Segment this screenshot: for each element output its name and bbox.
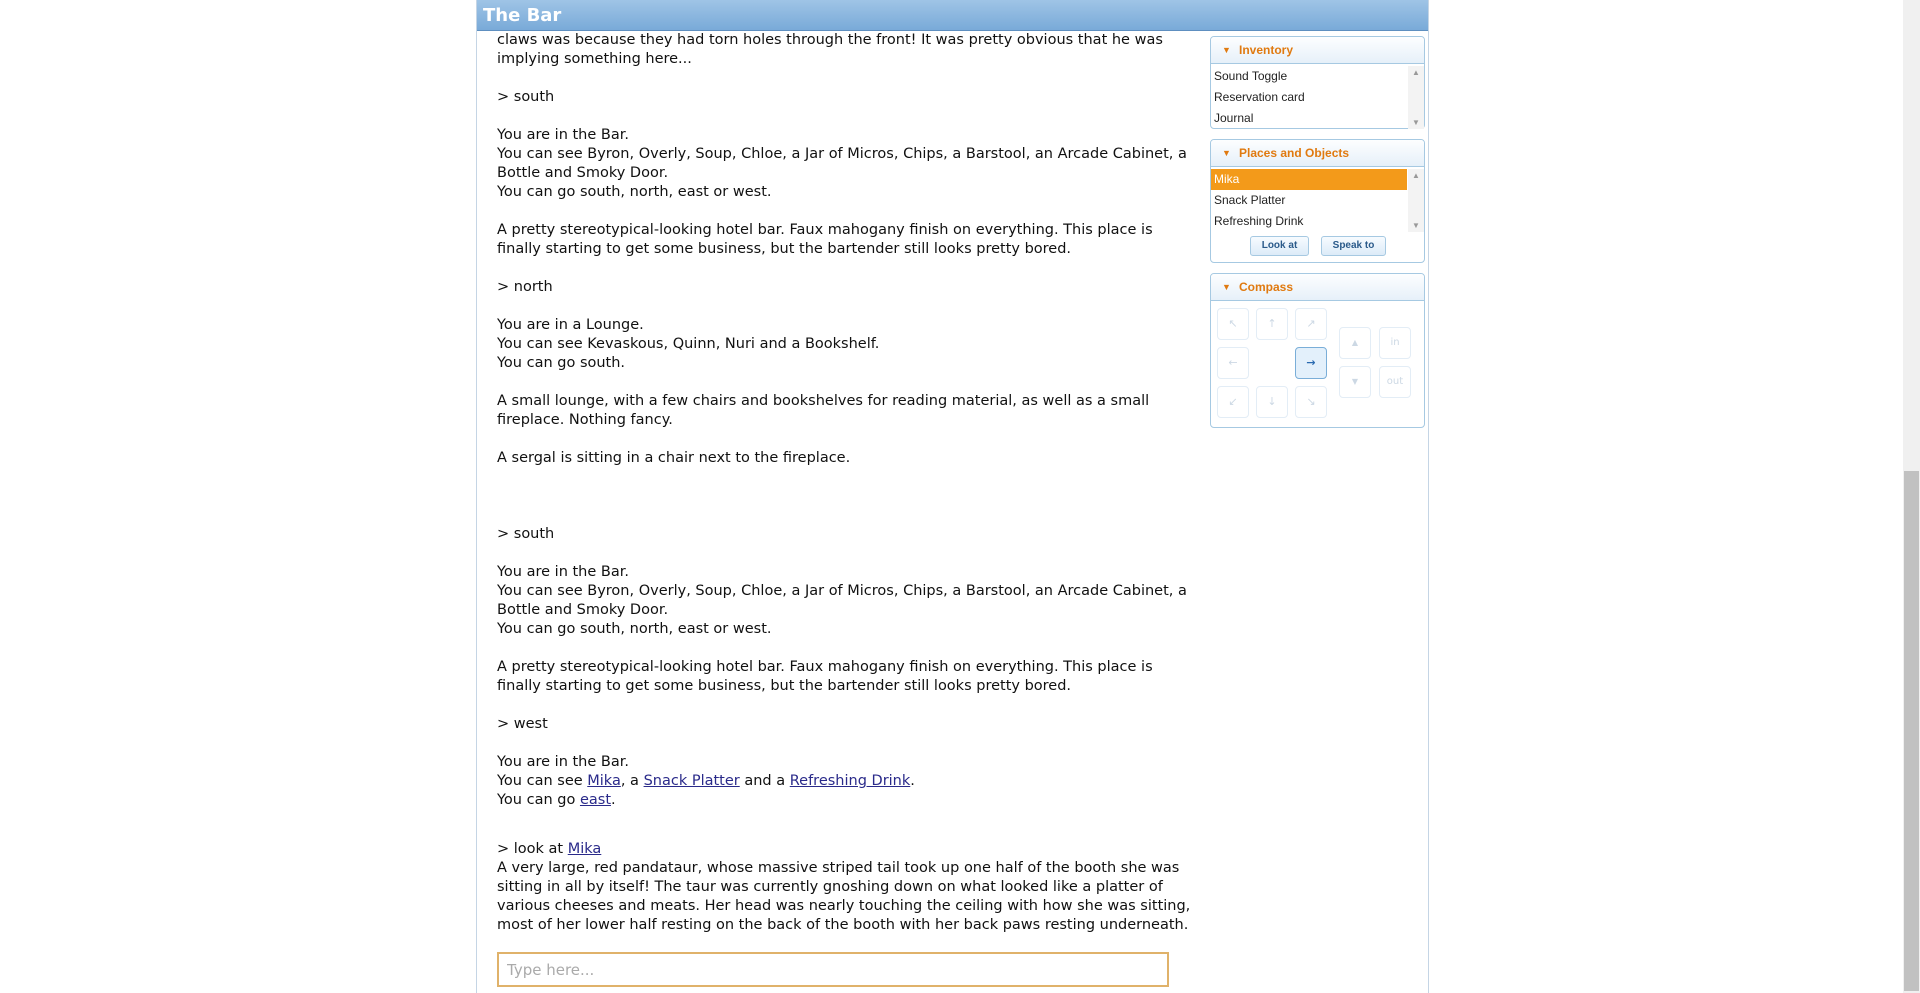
object-link-mika[interactable]: Mika (587, 773, 621, 789)
west-arrow-icon[interactable]: ← (1217, 347, 1249, 379)
collapse-triangle-icon: ▼ (1222, 148, 1231, 158)
room-objects-line: You can see Mika, a Snack Platter and a Refreshing Drink. (497, 773, 915, 789)
places-objects-title: Places and Objects (1239, 146, 1350, 160)
inventory-list (1211, 66, 1424, 129)
inventory-title: Inventory (1239, 43, 1294, 57)
collapse-triangle-icon: ▼ (1222, 282, 1231, 292)
compass-panel (1210, 273, 1425, 428)
northwest-arrow-icon[interactable]: ↖ (1217, 308, 1249, 340)
game-window (476, 0, 1429, 993)
command-echo: > south (497, 89, 555, 105)
scroll-up-icon[interactable]: ▲ (1412, 68, 1420, 77)
inventory-item[interactable]: Journal (1214, 111, 1254, 125)
room-description: A small lounge, with a few chairs and bookshelves for reading material, as well as a small fireplace. Nothing fancy. (497, 393, 1150, 428)
inventory-item[interactable]: Reservation card (1214, 90, 1305, 104)
command-echo: > west (497, 716, 548, 732)
speak-to-button[interactable]: Speak to (1321, 236, 1386, 256)
object-description: A very large, red pandataur, whose massive striped tail took up one half of the booth she was sitting in all by itself! The taur was currently gnoshing down on what looked like a platter of various cheeses and meats. Her head was nearly touching the ceiling with how she was sitting, most of her lower half resting on the back of the booth with her back paws resting underneath. (497, 860, 1191, 933)
object-link-mika[interactable]: Mika (567, 841, 602, 857)
in-button[interactable]: in (1379, 327, 1411, 359)
room-description: A pretty stereotypical-looking hotel bar. Faux mahogany finish on everything. This place is finally starting to get some business, but the bartender still looks pretty bored. (497, 222, 1153, 257)
room-summary (497, 126, 1197, 202)
command-input[interactable] (499, 954, 1167, 985)
north-arrow-icon[interactable]: ↑ (1256, 308, 1288, 340)
room-exits-line: You can go east. (497, 792, 616, 808)
northeast-arrow-icon[interactable]: ↗ (1295, 308, 1327, 340)
down-arrow-icon[interactable]: ▼ (1339, 366, 1371, 398)
room-line: You are in a Lounge. (497, 317, 644, 333)
east-arrow-icon[interactable]: → (1295, 347, 1327, 379)
look-at-button[interactable]: Look at (1250, 236, 1309, 256)
room-exits-line: You can go south, north, east or west. (497, 184, 772, 200)
page-scrollbar-thumb[interactable] (1904, 471, 1919, 991)
room-objects-line: You can see Byron, Overly, Soup, Chloe, a Jar of Micros, Chips, a Barstool, an Arcade Cabinet, a Bottle and Smoky Door. (497, 583, 1187, 618)
southwest-arrow-icon[interactable]: ↙ (1217, 386, 1249, 418)
command-echo: > north (497, 279, 553, 295)
scroll-down-icon[interactable]: ▼ (1412, 118, 1420, 127)
room-line: You are in the Bar. (497, 127, 629, 143)
out-button[interactable]: out (1379, 366, 1411, 398)
room-summary (497, 316, 1197, 373)
object-link-snack-platter[interactable]: Snack Platter (643, 773, 740, 789)
output-text: A sergal is sitting in a chair next to the fireplace. (497, 450, 851, 466)
room-line: You are in the Bar. (497, 754, 629, 770)
places-item-selected[interactable]: Mika (1211, 169, 1407, 190)
scroll-up-icon[interactable]: ▲ (1412, 171, 1420, 180)
places-objects-panel (1210, 139, 1425, 263)
south-arrow-icon[interactable]: ↓ (1256, 386, 1288, 418)
object-link-refreshing-drink[interactable]: Refreshing Drink (789, 773, 911, 789)
page-scrollbar[interactable] (1903, 0, 1920, 993)
game-output (497, 31, 1197, 954)
places-objects-list (1211, 169, 1424, 232)
compass-title: Compass (1239, 280, 1294, 294)
location-title: The Bar (483, 5, 562, 26)
room-line: You are in the Bar. (497, 564, 629, 580)
room-description: A pretty stereotypical-looking hotel bar. Faux mahogany finish on everything. This place is finally starting to get some business, but the bartender still looks pretty bored. (497, 659, 1153, 694)
compass-header[interactable] (1211, 274, 1424, 301)
look-result (497, 840, 1197, 935)
list-scrollbar[interactable] (1408, 169, 1424, 232)
command-box (497, 952, 1169, 987)
list-scrollbar[interactable] (1408, 66, 1424, 129)
location-title-bar (477, 0, 1428, 31)
exit-link-east[interactable]: east (579, 792, 611, 808)
command-echo: > south (497, 526, 555, 542)
room-summary (497, 563, 1197, 639)
room-summary (497, 753, 1197, 810)
places-objects-header[interactable] (1211, 140, 1424, 167)
command-echo: > look at Mika (497, 841, 602, 857)
up-arrow-icon[interactable]: ▲ (1339, 327, 1371, 359)
inventory-panel (1210, 36, 1425, 129)
scroll-down-icon[interactable]: ▼ (1412, 221, 1420, 230)
output-text: claws was because they had torn holes through the front! It was pretty obvious that he was implying something here... (497, 32, 1163, 67)
inventory-header[interactable] (1211, 37, 1424, 64)
room-objects-line: You can see Kevaskous, Quinn, Nuri and a Bookshelf. (497, 336, 880, 352)
southeast-arrow-icon[interactable]: ↘ (1295, 386, 1327, 418)
room-exits-line: You can go south, north, east or west. (497, 621, 772, 637)
collapse-triangle-icon: ▼ (1222, 45, 1231, 55)
inventory-item[interactable]: Sound Toggle (1214, 69, 1288, 83)
room-objects-line: You can see Byron, Overly, Soup, Chloe, a Jar of Micros, Chips, a Barstool, an Arcade Cabinet, a Bottle and Smoky Door. (497, 146, 1187, 181)
room-exits-line: You can go south. (497, 355, 626, 371)
places-item[interactable]: Refreshing Drink (1214, 214, 1304, 228)
places-item[interactable]: Snack Platter (1214, 193, 1286, 207)
